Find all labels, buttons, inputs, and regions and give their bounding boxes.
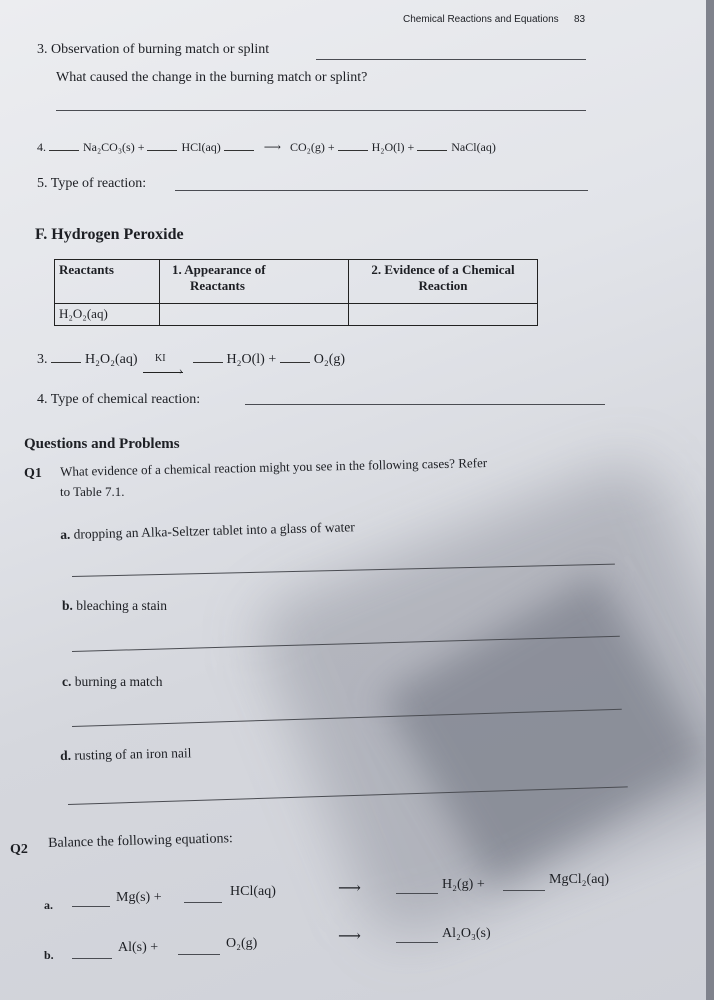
ki-catalyst-label: KI [155,353,166,364]
q2-a-blank-1[interactable] [72,906,110,907]
page-edge [706,0,714,1000]
q2-a-product1: H₂(g) + [442,877,485,892]
f-coef-blank-2[interactable] [193,350,223,363]
q1-item-d: d. rusting of an iron nail [60,745,192,763]
q2-number: Q2 [10,842,28,857]
table-cell-reactant: H₂O₂(aq) [55,304,160,326]
eq4-product2: H₂O(l) + [371,140,415,154]
item5-answer-line[interactable] [175,190,588,191]
f-coef-blank-3[interactable] [280,350,310,363]
q2-a-product2: MgCl₂(aq) [549,872,610,887]
q1-item-c: c. burning a match [62,674,163,689]
item5-reaction-type-label: 5. Type of reaction: [37,176,147,191]
f-eq-product2: O₂(g) [313,352,346,367]
running-title: Chemical Reactions and Equations [403,14,559,25]
q2-a-arrow: ⟶ [338,880,361,897]
item3-answer-line[interactable] [316,59,586,60]
eq4-reactant1: Na₂CO₃(s) + [83,140,145,154]
q1-text-line2: to Table 7.1. [60,484,125,499]
q2-b-arrow: ⟶ [338,928,361,945]
table-header-reactants: Reactants [55,260,160,304]
eq4-product1: CO₂(g) + [290,140,335,154]
q2-a-blank-2[interactable] [184,902,222,903]
f-eq-reactant: H₂O₂(aq) [85,352,138,367]
eq4-product3: NaCl(aq) [451,140,496,154]
questions-heading: Questions and Problems [24,436,180,452]
coef-blank-1[interactable] [49,138,79,151]
q1-item-b: b. bleaching a stain [62,598,167,613]
coef-blank-4[interactable] [338,138,368,151]
q1-number: Q1 [24,466,42,481]
coef-blank-5[interactable] [417,138,447,151]
f-eq-product1: H₂O(l) + [226,352,277,367]
table-header-appearance: 1. Appearance of Reactants [160,260,349,304]
f-item3-number: 3. [37,352,48,367]
table-cell-evidence-answer[interactable] [349,304,538,326]
item3-question: What caused the change in the burning match or splint? [56,70,368,85]
q2-a-blank-3[interactable] [396,893,438,894]
q2-a-letter: a. [44,898,53,912]
table-header-evidence: 2. Evidence of a Chemical Reaction [349,260,538,304]
page-number: 83 [574,14,586,25]
item4-number: 4. [37,140,46,154]
q2-b-blank-2[interactable] [178,954,220,955]
q2-b-reactant2: O₂(g) [226,936,258,951]
item3-observation-label: 3. Observation of burning match or splint [37,42,270,57]
q2-a-reactant1: Mg(s) + [116,890,162,905]
q2-b-blank-1[interactable] [72,958,112,959]
q1-text-line1: What evidence of a chemical reaction might you see in the following cases? Refer [60,455,488,479]
q2-b-reactant1: Al(s) + [118,940,159,955]
q2-b-product1: Al₂O₃(s) [442,926,491,941]
q2-a-blank-4[interactable] [503,890,545,891]
item4-equation [37,138,496,155]
q2-b-letter: b. [44,948,54,962]
f-item4-answer-line[interactable] [245,404,605,405]
f-item4-reaction-type-label: 4. Type of chemical reaction: [37,392,201,407]
coef-blank-3[interactable] [224,138,254,151]
coef-blank-2[interactable] [147,138,177,151]
q2-a-reactant2: HCl(aq) [230,884,276,899]
q2-b-blank-3[interactable] [396,942,438,943]
table-cell-appearance-answer[interactable] [160,304,349,326]
f-item3-equation: 3. H₂O₂(aq) KI › H₂O(l) + O₂(g) [37,352,346,377]
eq4-reactant2: HCl(aq) [181,140,221,154]
hydrogen-peroxide-table [54,259,538,326]
item3-question-answer-line[interactable] [56,110,586,111]
q2-text: Balance the following equations: [48,831,234,851]
section-f-title: F. Hydrogen Peroxide [35,226,184,243]
reaction-arrow: ⟶ [263,140,281,154]
f-coef-blank-1[interactable] [51,350,81,363]
q1-item-a: a. dropping an Alka-Seltzer tablet into a glass of water [60,519,355,542]
